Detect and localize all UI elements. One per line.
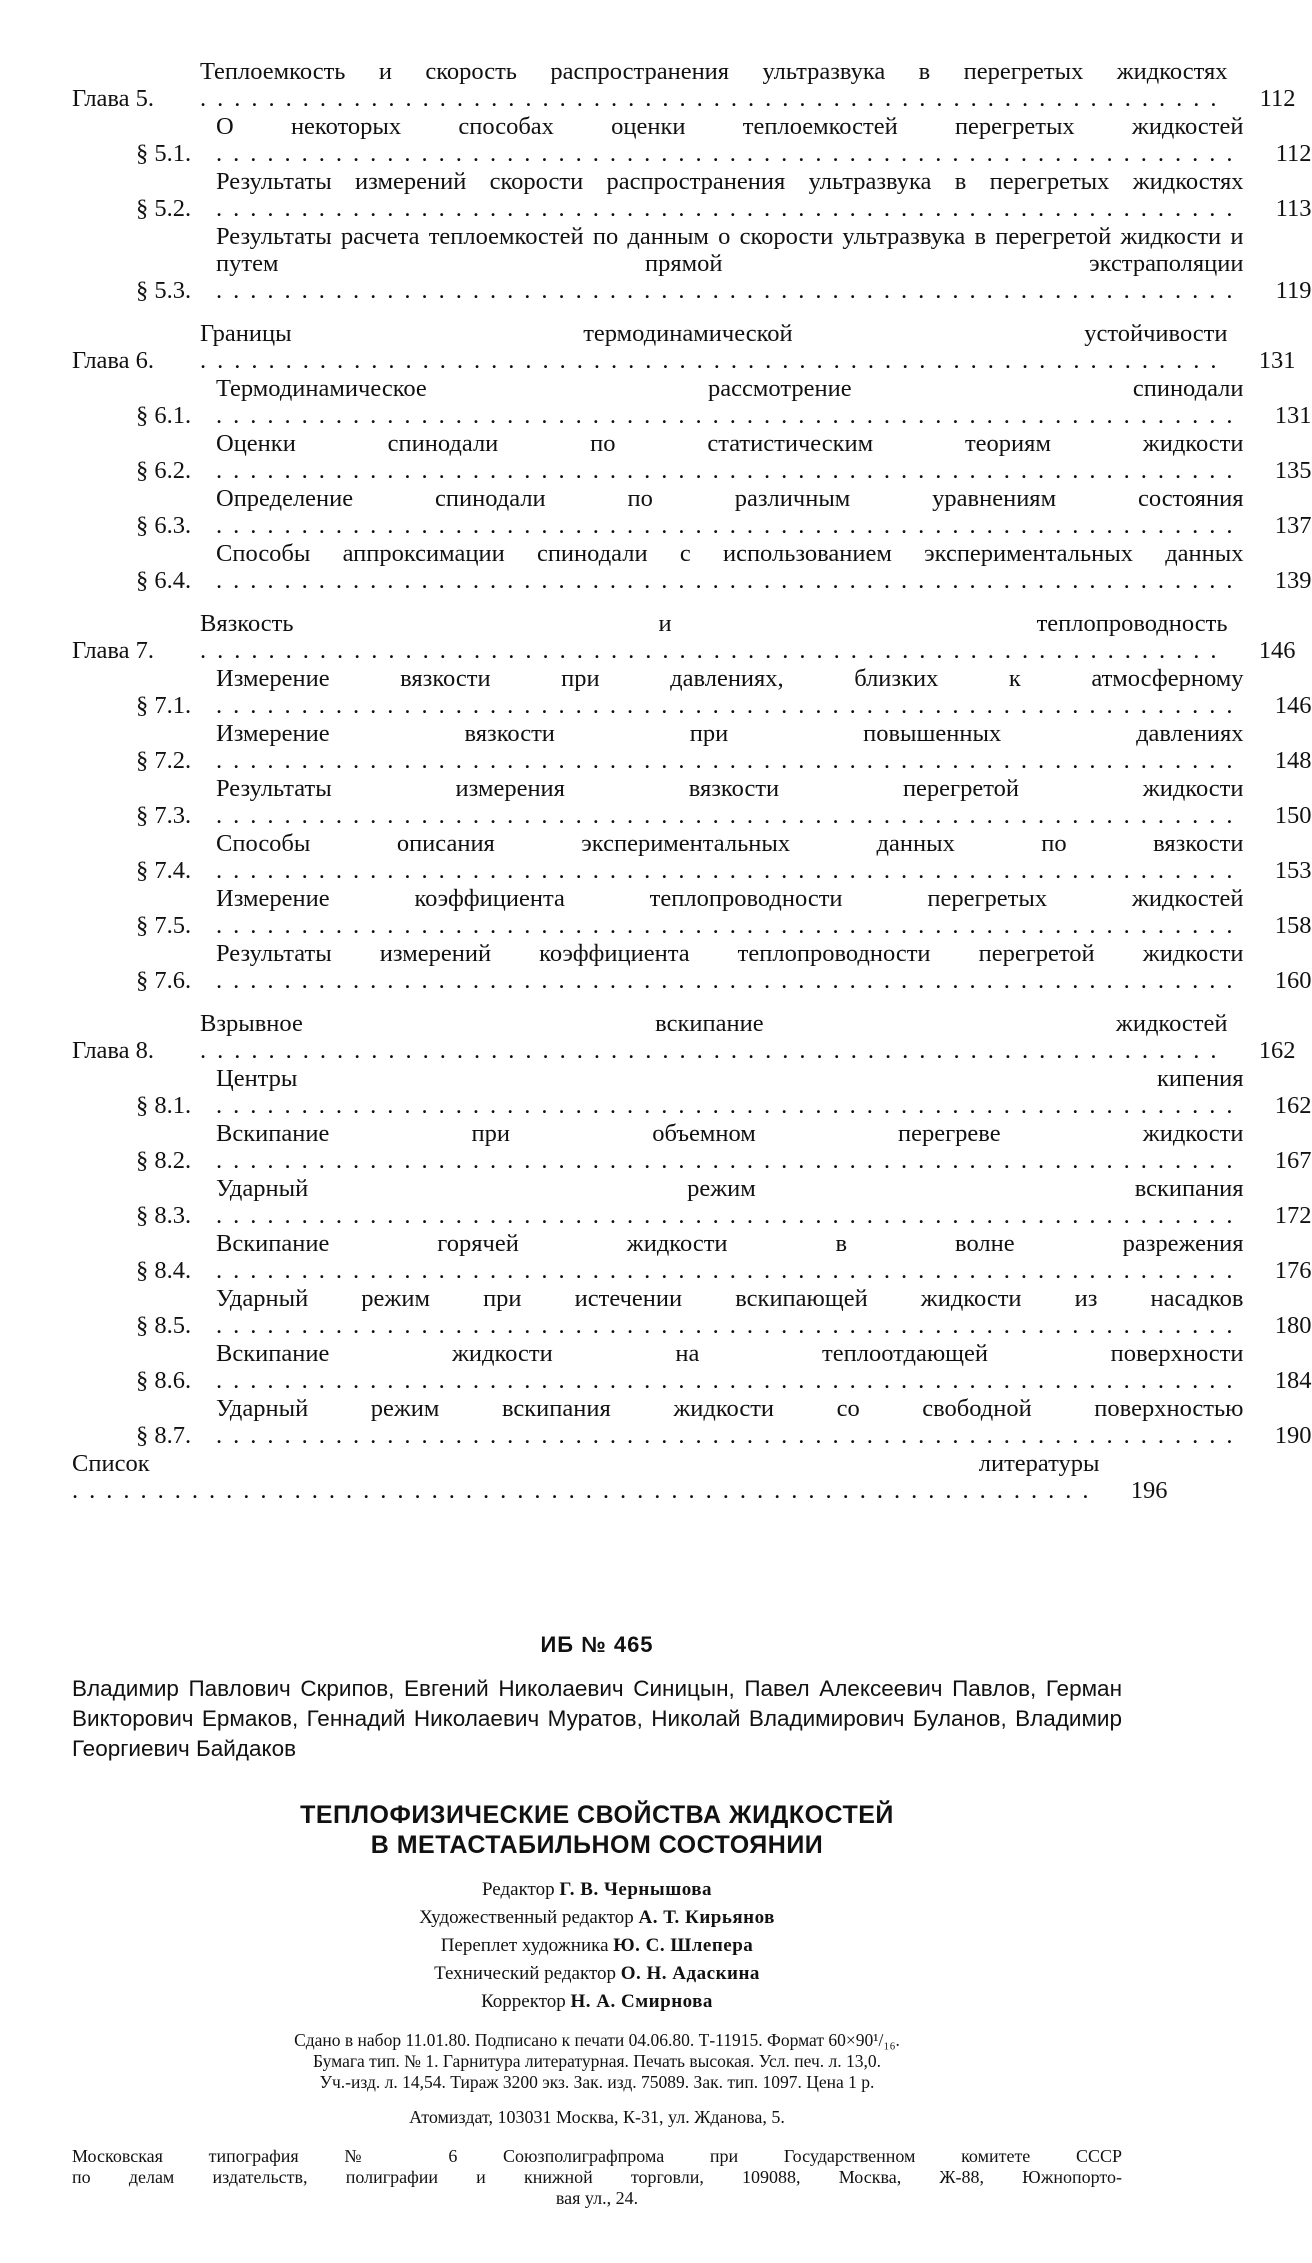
toc-entry-number: § 7.5. <box>136 912 192 939</box>
toc-entry-number: § 6.2. <box>136 457 192 484</box>
toc-section-entry <box>72 375 1312 429</box>
ib-number: ИБ № 465 <box>540 1632 654 1657</box>
toc-entry-title: Результаты измерения вязкости перегретой жидкости <box>216 775 1244 802</box>
dot-leader: ............................................................ <box>216 692 1244 719</box>
dot-leader: ............................................................ <box>216 967 1244 994</box>
toc-entry-number: § 7.2. <box>136 747 192 774</box>
toc-entry-number: § 6.4. <box>136 567 192 594</box>
toc-entry-number: § 8.2. <box>136 1147 192 1174</box>
toc-page-number: 162 <box>1258 1037 1296 1064</box>
toc-section-entry <box>72 1120 1312 1174</box>
dot-leader: ............................................................ <box>216 512 1244 539</box>
credit-name: А. Т. Кирьянов <box>638 1907 775 1928</box>
toc-entry-title: Результаты измерений скорости распространения ультразвука в перегретых жидкостях <box>216 168 1244 195</box>
toc-page-number: 131 <box>1274 402 1312 429</box>
toc-section-entry <box>72 940 1312 994</box>
toc-entry-title-wrap <box>216 1285 1244 1339</box>
toc-entry-title: Измерение вязкости при повышенных давлениях <box>216 720 1244 747</box>
toc-entry-title-wrap <box>216 1340 1244 1394</box>
credits-list <box>72 1876 1122 2016</box>
dot-leader: ............................................................ <box>216 277 1244 304</box>
toc-entry-title-wrap <box>216 485 1244 539</box>
toc-entry-title-wrap <box>200 58 1228 112</box>
toc-entry-title: Определение спинодали по различным уравнениям состояния <box>216 485 1244 512</box>
toc-entry-title-wrap <box>216 830 1244 884</box>
toc-entry-title: Оценки спинодали по статистическим теориям жидкости <box>216 430 1244 457</box>
toc-entry-number: § 5.1. <box>136 140 192 167</box>
toc-entry-number: § 6.1. <box>136 402 192 429</box>
toc-entry-number: § 7.1. <box>136 692 192 719</box>
toc-page-number: 153 <box>1274 857 1312 884</box>
toc-section-entry <box>72 885 1312 939</box>
book-title-line: ТЕПЛОФИЗИЧЕСКИЕ СВОЙСТВА ЖИДКОСТЕЙ <box>300 1801 894 1829</box>
credit-line <box>72 1932 1122 1960</box>
toc-entry-number: § 5.3. <box>136 277 192 304</box>
toc-page-number: 148 <box>1274 747 1312 774</box>
dot-leader: ............................................................ <box>216 457 1244 484</box>
credit-role: Технический редактор <box>434 1963 616 1984</box>
dot-leader: ............................................................ <box>216 912 1244 939</box>
toc-entry-title-wrap <box>200 320 1228 374</box>
printer-line: Московская типография № 6 Союзполиграфпрома при Государственном комитете СССР <box>72 2146 1122 2166</box>
toc-section-entry <box>72 540 1312 594</box>
toc-page-number: 137 <box>1274 512 1312 539</box>
toc-page-number: 112 <box>1275 140 1312 167</box>
toc-entry-number: § 8.4. <box>136 1257 192 1284</box>
toc-entry-title-wrap <box>216 1065 1244 1119</box>
dot-leader: ............................................................ <box>216 857 1244 884</box>
toc-entry-title: О некоторых способах оценки теплоемкостей перегретых жидкостей <box>216 113 1244 140</box>
toc-entry-title-wrap <box>216 375 1244 429</box>
toc-entry-title-wrap <box>200 610 1228 664</box>
toc-page-number: 158 <box>1274 912 1312 939</box>
toc-entry-title-wrap <box>216 430 1244 484</box>
toc-page-number: 113 <box>1275 195 1312 222</box>
toc-entry-title-wrap <box>216 720 1244 774</box>
toc-entry-number: § 7.6. <box>136 967 192 994</box>
toc-page-number: 146 <box>1274 692 1312 719</box>
toc-entry-title: Вскипание жидкости на теплоотдающей поверхности <box>216 1340 1244 1367</box>
toc-page-number: 184 <box>1274 1367 1312 1394</box>
toc-section-entry <box>72 113 1312 167</box>
credit-role: Переплет художника <box>440 1935 609 1956</box>
dot-leader: ............................................................ <box>200 637 1228 664</box>
toc-section-entry <box>72 1340 1312 1394</box>
credit-name: Г. В. Чернышова <box>559 1879 713 1900</box>
printer-block <box>72 2146 1122 2209</box>
dot-leader: ............................................................ <box>216 195 1244 222</box>
toc-page-number: 112 <box>1259 85 1296 112</box>
credit-role: Художественный редактор <box>419 1907 634 1928</box>
toc-section-entry <box>72 1285 1312 1339</box>
dot-leader: ............................................................ <box>200 85 1228 112</box>
toc-section-entry <box>72 223 1312 304</box>
toc-entry-title-wrap <box>216 223 1244 304</box>
dot-leader: ............................................................ <box>216 1367 1244 1394</box>
dot-leader: ............................................................ <box>216 1257 1244 1284</box>
toc-entry-title: Измерение коэффициента теплопроводности перегретых жидкостей <box>216 885 1244 912</box>
printer-line: вая ул., 24. <box>555 2188 639 2208</box>
toc-entry-title-wrap <box>216 665 1244 719</box>
toc-chapter-entry <box>72 1010 1296 1064</box>
toc-entry-number: Глава 5. <box>72 85 155 112</box>
credit-line <box>72 1960 1122 1988</box>
toc-entry-title: Вскипание горячей жидкости в волне разрежения <box>216 1230 1244 1257</box>
toc-chapter-entry <box>72 320 1296 374</box>
credit-name: О. Н. Адаскина <box>620 1963 760 1984</box>
toc-page-number: 162 <box>1274 1092 1312 1119</box>
toc-entry-number: § 7.3. <box>136 802 192 829</box>
toc-entry-title: Способы описания экспериментальных данных по вязкости <box>216 830 1244 857</box>
toc-page-number: 160 <box>1274 967 1312 994</box>
toc-page-number: 150 <box>1274 802 1312 829</box>
toc-entry-title-wrap <box>72 1450 1100 1504</box>
dot-leader: ............................................................ <box>216 402 1244 429</box>
publisher-address: Атомиздат, 103031 Москва, К-31, ул. Жданова, 5. <box>409 2107 785 2127</box>
toc-entry-title: Ударный режим при истечении вскипающей жидкости из насадков <box>216 1285 1244 1312</box>
toc-entry-title-wrap <box>216 940 1244 994</box>
toc-page-number: 167 <box>1274 1147 1312 1174</box>
toc-chapter-entry <box>72 58 1296 112</box>
toc-entry-title-wrap <box>216 1230 1244 1284</box>
toc-entry-title: Границы термодинамической устойчивости <box>200 320 1228 347</box>
toc-entry-title: Вязкость и теплопроводность <box>200 610 1228 637</box>
toc-entry-number: Глава 7. <box>72 637 155 664</box>
toc-entry-number: § 5.2. <box>136 195 192 222</box>
toc-entry-title: Список литературы <box>72 1450 1100 1477</box>
toc-bibliography-entry <box>72 1450 1168 1504</box>
toc-entry-title: Ударный режим вскипания <box>216 1175 1244 1202</box>
toc-page-number: 190 <box>1274 1422 1312 1449</box>
credit-line <box>72 1876 1122 1904</box>
toc-entry-title: Вскипание при объемном перегреве жидкости <box>216 1120 1244 1147</box>
toc-entry-title: Способы аппроксимации спинодали с использованием экспериментальных данных <box>216 540 1244 567</box>
dot-leader: ............................................................ <box>216 1312 1244 1339</box>
toc-entry-title-wrap <box>216 1395 1244 1449</box>
toc-entry-number: Глава 6. <box>72 347 155 374</box>
imprint-line: Сдано в набор 11.01.80. Подписано к печати 04.06.80. Т-11915. Формат 60×90¹/₁₆. <box>294 2030 900 2050</box>
toc-section-entry <box>72 168 1312 222</box>
toc-section-entry <box>72 720 1312 774</box>
toc-entry-title: Центры кипения <box>216 1065 1244 1092</box>
toc-entry-title-wrap <box>200 1010 1228 1064</box>
toc-entry-title-wrap <box>216 885 1244 939</box>
toc-section-entry <box>72 1175 1312 1229</box>
imprint-line: Бумага тип. № 1. Гарнитура литературная. Печать высокая. Усл. печ. л. 13,0. <box>313 2051 881 2071</box>
toc-page-number: 146 <box>1258 637 1296 664</box>
toc-page-number: 135 <box>1274 457 1312 484</box>
toc-entry-number: Глава 8. <box>72 1037 155 1064</box>
toc-entry-title-wrap <box>216 1120 1244 1174</box>
toc-entry-title-wrap <box>216 775 1244 829</box>
toc-entry-number: § 6.3. <box>136 512 192 539</box>
toc-section-entry <box>72 1230 1312 1284</box>
dot-leader: ............................................................ <box>216 140 1244 167</box>
toc-entry-number: § 7.4. <box>136 857 192 884</box>
toc-page-number: 172 <box>1274 1202 1312 1229</box>
colophon <box>72 1632 1122 2209</box>
toc-section-entry <box>72 485 1312 539</box>
toc-entry-number: § 8.6. <box>136 1367 192 1394</box>
toc-entry-number: § 8.3. <box>136 1202 192 1229</box>
credit-role: Корректор <box>481 1991 566 2012</box>
toc-entry-title: Результаты расчета теплоемкостей по данным о скорости ультразвука в перегретой жидкости и путем прямой экстраполяции <box>216 223 1244 277</box>
credit-line <box>72 1988 1122 2016</box>
dot-leader: ............................................................ <box>216 1147 1244 1174</box>
printer-line: по делам издательств, полиграфии и книжной торговли, 109088, Москва, Ж-88, Южнопорто- <box>72 2167 1122 2187</box>
book-title <box>72 1800 1122 1860</box>
toc-entry-title-wrap <box>216 1175 1244 1229</box>
dot-leader: ............................................................ <box>200 1037 1228 1064</box>
credit-line <box>72 1904 1122 1932</box>
credit-name: Н. А. Смирнова <box>570 1991 713 2012</box>
toc-entry-title-wrap <box>216 113 1244 167</box>
dot-leader: ............................................................ <box>216 1092 1244 1119</box>
toc-section-entry <box>72 1065 1312 1119</box>
toc-chapter-entry <box>72 610 1296 664</box>
toc-page-number: 176 <box>1274 1257 1312 1284</box>
dot-leader: ............................................................ <box>72 1477 1100 1504</box>
toc-entry-title-wrap <box>216 540 1244 594</box>
toc-entry-number: § 8.1. <box>136 1092 192 1119</box>
toc-section-entry <box>72 830 1312 884</box>
imprint-block <box>72 2030 1122 2093</box>
imprint-line: Уч.-изд. л. 14,54. Тираж 3200 экз. Зак. изд. 75089. Зак. тип. 1097. Цена 1 р. <box>319 2072 875 2092</box>
toc-page-number: 180 <box>1274 1312 1312 1339</box>
toc-page-number: 131 <box>1258 347 1296 374</box>
toc-entry-number: § 8.5. <box>136 1312 192 1339</box>
dot-leader: ............................................................ <box>216 747 1244 774</box>
toc-page-number: 139 <box>1274 567 1312 594</box>
toc-entry-title-wrap <box>216 168 1244 222</box>
dot-leader: ............................................................ <box>200 347 1228 374</box>
book-title-line: В МЕТАСТАБИЛЬНОМ СОСТОЯНИИ <box>370 1831 824 1859</box>
toc-section-entry <box>72 665 1312 719</box>
toc-section-entry <box>72 1395 1312 1449</box>
credit-role: Редактор <box>481 1879 555 1900</box>
toc-entry-title: Ударный режим вскипания жидкости со свободной поверхностью <box>216 1395 1244 1422</box>
toc-entry-title: Измерение вязкости при давлениях, близких к атмосферному <box>216 665 1244 692</box>
toc-entry-title: Взрывное вскипание жидкостей <box>200 1010 1228 1037</box>
toc-entry-number: § 8.7. <box>136 1422 192 1449</box>
table-of-contents <box>72 58 1312 1504</box>
toc-entry-title: Термодинамическое рассмотрение спинодали <box>216 375 1244 402</box>
credit-name: Ю. С. Шлепера <box>613 1935 754 1956</box>
dot-leader: ............................................................ <box>216 567 1244 594</box>
toc-page-number: 119 <box>1275 277 1312 304</box>
toc-page-number: 196 <box>1130 1477 1168 1504</box>
toc-entry-title: Теплоемкость и скорость распространения ультразвука в перегретых жидкостях <box>200 58 1228 85</box>
toc-entry-title: Результаты измерений коэффициента теплопроводности перегретой жидкости <box>216 940 1244 967</box>
dot-leader: ............................................................ <box>216 1422 1244 1449</box>
authors-list: Владимир Павлович Скрипов, Евгений Николаевич Синицын, Павел Алексеевич Павлов, Герман Викторович Ермаков, Геннадий Николаевич Муратов, Николай Владимирович Буланов, Владимир Георгиевич Байдаков <box>72 1676 1122 1761</box>
toc-section-entry <box>72 775 1312 829</box>
dot-leader: ............................................................ <box>216 802 1244 829</box>
toc-section-entry <box>72 430 1312 484</box>
dot-leader: ............................................................ <box>216 1202 1244 1229</box>
